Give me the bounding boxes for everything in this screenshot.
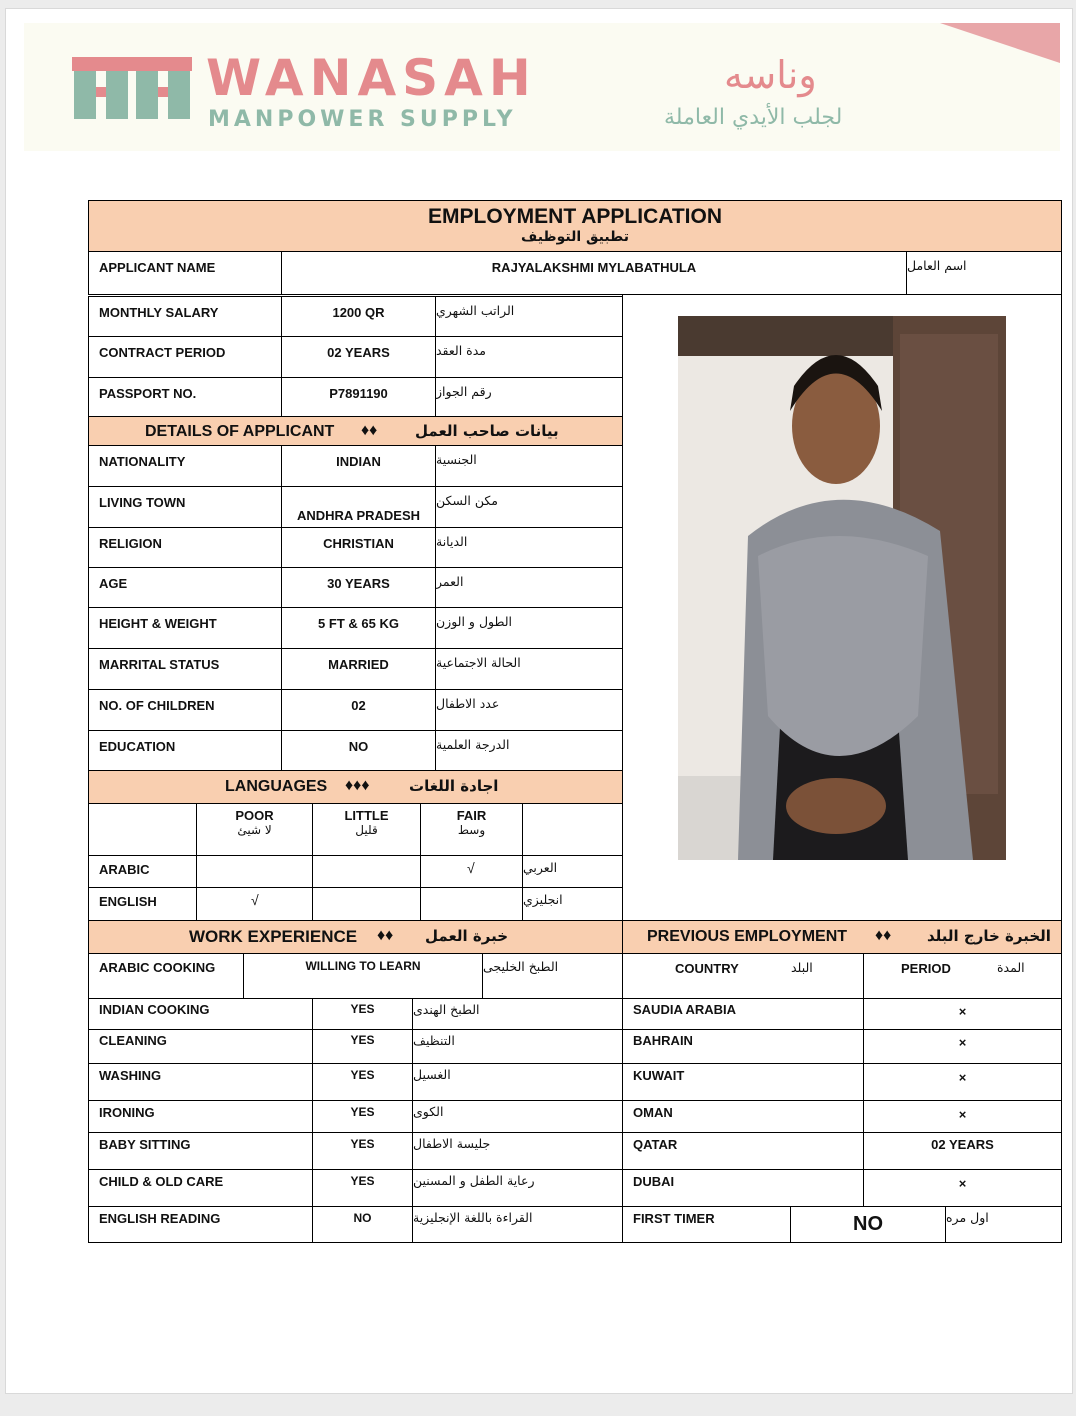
marital-status-value: MARRIED: [281, 648, 436, 690]
work-washing-label-arabic: الغسيل: [412, 1063, 623, 1101]
work-indian-cooking-label-arabic: الطبخ الهندى: [412, 998, 623, 1030]
prev-country-saudi: SAUDIA ARABIA: [622, 998, 864, 1030]
age-label: AGE: [88, 567, 282, 608]
prev-period-header: PERIOD: [901, 961, 951, 976]
prev-period-saudi: ×: [863, 998, 1062, 1030]
language-arabic-label: ARABIC: [88, 855, 197, 888]
language-arabic-fair: √: [420, 855, 523, 888]
first-timer-value: NO: [790, 1206, 946, 1243]
work-baby-sitting-label-arabic: جليسة الاطفال: [412, 1132, 623, 1170]
work-indian-cooking-value: YES: [312, 998, 413, 1030]
prev-country-dubai: DUBAI: [622, 1169, 864, 1207]
diamond-icon: ♦♦: [377, 927, 394, 944]
company-banner: [24, 23, 1060, 151]
children-label: NO. OF CHILDREN: [88, 689, 282, 731]
brand-name: WANASAH: [206, 49, 537, 107]
religion-value: CHRISTIAN: [281, 527, 436, 568]
contract-period-label: CONTRACT PERIOD: [88, 336, 282, 378]
form-title-arabic: تطبيق التوظيف: [521, 229, 629, 245]
first-timer-label-arabic: اول مره: [945, 1206, 1062, 1243]
contract-period-label-arabic: مدة العقد: [435, 336, 623, 378]
education-value: NO: [281, 730, 436, 771]
applicant-name-label-arabic: اسم العامل: [906, 251, 1062, 295]
details-header-label: DETAILS OF APPLICANT: [145, 423, 335, 440]
education-label: EDUCATION: [88, 730, 282, 771]
work-baby-sitting-label: BABY SITTING: [88, 1132, 313, 1170]
children-value: 02: [281, 689, 436, 731]
work-ironing-value: YES: [312, 1100, 413, 1133]
prev-country-header: COUNTRY: [675, 961, 739, 976]
height-weight-label: HEIGHT & WEIGHT: [88, 607, 282, 649]
document-page: [5, 8, 1073, 1394]
height-weight-value: 5 FT & 65 KG: [281, 607, 436, 649]
age-label-arabic: العمر: [435, 567, 623, 608]
work-child-old-care-value: YES: [312, 1169, 413, 1207]
prev-country-oman: OMAN: [622, 1100, 864, 1133]
marital-status-label-arabic: الحالة الاجتماعية: [435, 648, 623, 690]
work-ironing-label: IRONING: [88, 1100, 313, 1133]
prev-country-kuwait: KUWAIT: [622, 1063, 864, 1101]
work-indian-cooking-label: INDIAN COOKING: [88, 998, 313, 1030]
monthly-salary-value: 1200 QR: [281, 296, 436, 337]
work-english-reading-label: ENGLISH READING: [88, 1206, 313, 1243]
languages-header-label: LANGUAGES: [225, 778, 328, 795]
work-washing-label: WASHING: [88, 1063, 313, 1101]
prev-country-bahrain: BAHRAIN: [622, 1029, 864, 1064]
brand-subtitle-arabic: لجلب الأيدي العاملة: [664, 105, 843, 130]
age-value: 30 YEARS: [281, 567, 436, 608]
language-arabic-little: [312, 855, 421, 888]
prev-country-header-arabic: البلد: [791, 960, 813, 975]
level-little: [312, 803, 421, 856]
work-english-reading-value: NO: [312, 1206, 413, 1243]
religion-label: RELIGION: [88, 527, 282, 568]
details-header-label-arabic: بيانات صاحب العمل: [415, 422, 559, 440]
diamond-icon: ♦♦♦: [345, 777, 370, 794]
work-child-old-care-label: CHILD & OLD CARE: [88, 1169, 313, 1207]
prev-period-kuwait: ×: [863, 1063, 1062, 1101]
prev-period-qatar: 02 YEARS: [863, 1132, 1062, 1170]
first-timer-label: FIRST TIMER: [622, 1206, 791, 1243]
nationality-label: NATIONALITY: [88, 445, 282, 487]
level-poor-label-arabic: لا شيئ: [237, 823, 272, 837]
prev-period-column: [863, 953, 1062, 999]
nationality-value: INDIAN: [281, 445, 436, 487]
form-title: EMPLOYMENT APPLICATION: [428, 205, 722, 228]
marital-status-label: MARRITAL STATUS: [88, 648, 282, 690]
prev-country-column: [622, 953, 864, 999]
level-fair-label-arabic: وسط: [457, 823, 486, 837]
prev-period-bahrain: ×: [863, 1029, 1062, 1064]
applicant-photo: [678, 316, 1006, 860]
work-child-old-care-label-arabic: رعاية الطفل و المسنين: [412, 1169, 623, 1207]
work-baby-sitting-value: YES: [312, 1132, 413, 1170]
level-fair: [420, 803, 523, 856]
work-arabic-cooking-label-arabic: الطبخ الخليجى: [482, 953, 623, 999]
language-english-label-arabic: انجليزي: [522, 887, 623, 921]
language-arabic-label-arabic: العربي: [522, 855, 623, 888]
monthly-salary-label: MONTHLY SALARY: [88, 296, 282, 337]
languages-header: [88, 770, 623, 804]
work-header-label: WORK EXPERIENCE: [189, 927, 358, 946]
language-english-poor: √: [196, 887, 313, 921]
prev-country-qatar: QATAR: [622, 1132, 864, 1170]
religion-label-arabic: الديانة: [435, 527, 623, 568]
language-corner-cell: [88, 803, 197, 856]
living-town-value: ANDHRA PRADESH: [281, 486, 436, 528]
work-cleaning-value: YES: [312, 1029, 413, 1064]
employment-application-form: [88, 200, 1062, 1243]
banner-corner-decoration: [940, 23, 1060, 63]
work-cleaning-label-arabic: التنظيف: [412, 1029, 623, 1064]
work-arabic-cooking-label: ARABIC COOKING: [88, 953, 244, 999]
language-english-little: [312, 887, 421, 921]
form-title-block: [88, 200, 1062, 252]
work-cleaning-label: CLEANING: [88, 1029, 313, 1064]
living-town-label: LIVING TOWN: [88, 486, 282, 528]
work-experience-header: [88, 920, 623, 954]
work-ironing-label-arabic: الكوى: [412, 1100, 623, 1133]
prev-period-oman: ×: [863, 1100, 1062, 1133]
languages-header-label-arabic: اجادة اللغات: [409, 777, 499, 795]
applicant-name-label: APPLICANT NAME: [88, 251, 282, 295]
work-washing-value: YES: [312, 1063, 413, 1101]
nationality-label-arabic: الجنسية: [435, 445, 623, 487]
level-blank: [522, 803, 623, 856]
language-arabic-poor: [196, 855, 313, 888]
contract-period-value: 02 YEARS: [281, 336, 436, 378]
prev-period-dubai: ×: [863, 1169, 1062, 1207]
level-little-label: LITTLE: [344, 808, 389, 823]
applicant-photo-icon: [678, 316, 1006, 860]
monthly-salary-label-arabic: الراتب الشهري: [435, 296, 623, 337]
language-english-label: ENGLISH: [88, 887, 197, 921]
living-town-label-arabic: مكن السكن: [435, 486, 623, 528]
level-poor-label: POOR: [235, 808, 274, 823]
prev-period-header-arabic: المدة: [997, 960, 1025, 975]
applicant-name-value: RAJYALAKSHMI MYLABATHULA: [281, 251, 907, 295]
language-english-fair: [420, 887, 523, 921]
prev-header-label: PREVIOUS EMPLOYMENT: [647, 928, 848, 945]
height-weight-label-arabic: الطول و الوزن: [435, 607, 623, 649]
previous-employment-header: [622, 920, 1062, 954]
brand-subtitle: MANPOWER SUPPLY: [208, 107, 517, 132]
passport-no-value: P7891190: [281, 377, 436, 417]
children-label-arabic: عدد الاطفال: [435, 689, 623, 731]
brand-name-arabic: وناسه: [724, 53, 817, 97]
work-header-label-arabic: خبرة العمل: [425, 927, 509, 945]
education-label-arabic: الدرجة العلمية: [435, 730, 623, 771]
prev-header-label-arabic: الخبرة خارج البلد: [927, 927, 1051, 945]
work-english-reading-label-arabic: القراءة باللغة الإنجليزية: [412, 1206, 623, 1243]
company-logo-icon: [72, 57, 192, 119]
details-of-applicant-header: [88, 416, 623, 446]
diamond-icon: ♦♦: [361, 422, 378, 439]
passport-no-label: PASSPORT NO.: [88, 377, 282, 417]
diamond-icon: ♦♦: [875, 927, 892, 944]
level-fair-label: FAIR: [456, 808, 487, 823]
level-little-label-arabic: قليل: [355, 823, 378, 837]
work-arabic-cooking-value: WILLING TO LEARN: [243, 953, 483, 999]
passport-no-label-arabic: رقم الجواز: [435, 377, 623, 417]
level-poor: [196, 803, 313, 856]
